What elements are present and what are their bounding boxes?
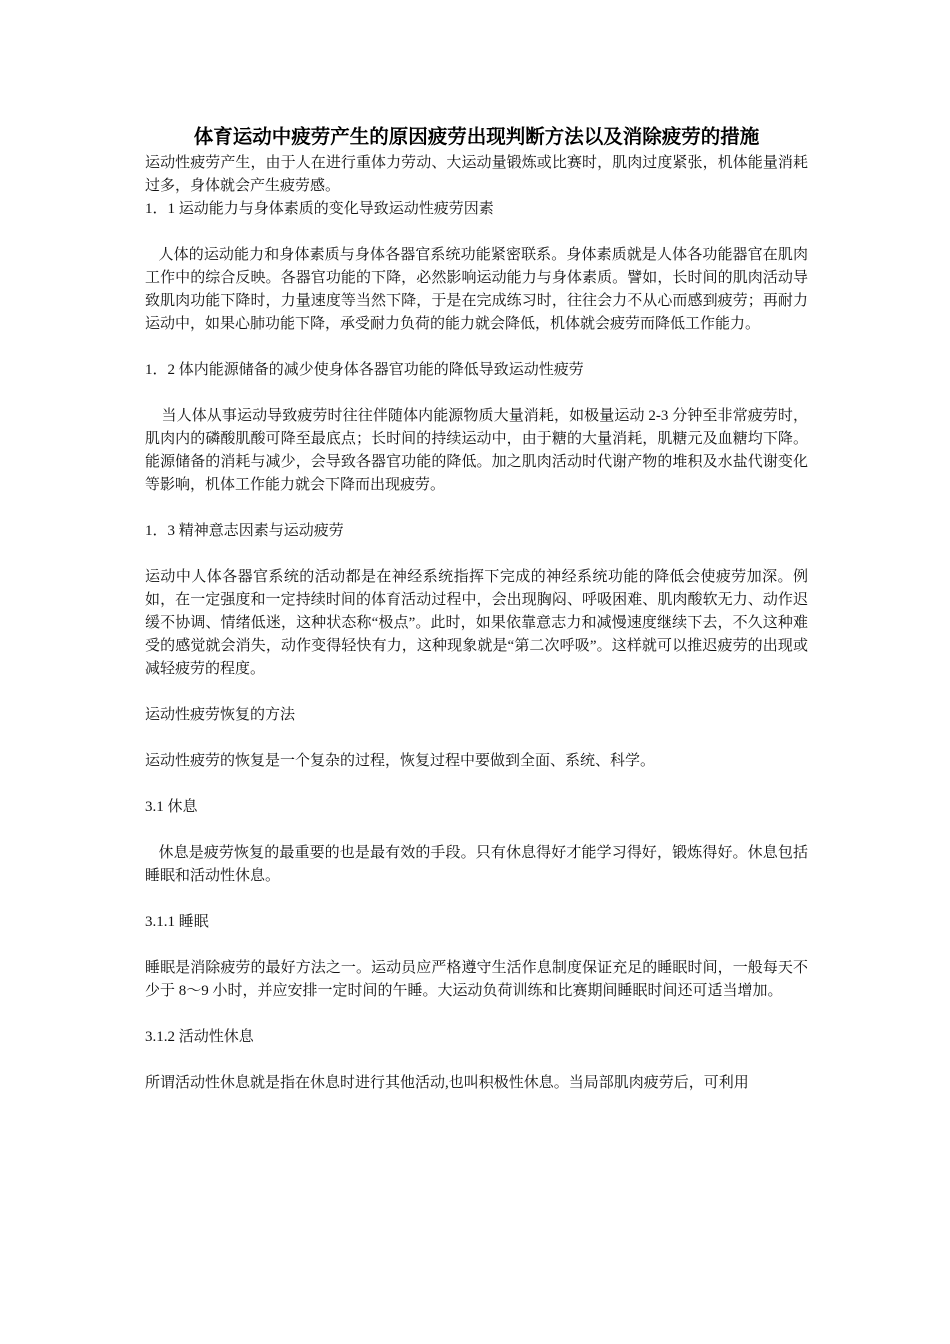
intro-paragraph: 运动性疲劳产生，由于人在进行重体力劳动、大运动量锻炼或比赛时，肌肉过度紧张，机体能量消耗过多，身体就会产生疲劳感。: [145, 155, 808, 194]
paragraph-1-1: 人体的运动能力和身体素质与身体各器官系统功能紧密联系。身体素质就是人体各功能器官在肌肉工作中的综合反映。各器官功能的下降，必然影响运动能力与身体素质。譬如，长时间的肌肉活动导致肌肉功能下降时，力量速度等当然下降，于是在完成练习时，往往会力不从心而感到疲劳；再耐力运动中，如果心肺功能下降，承受耐力负荷的能力就会降低，机体就会疲劳而降低工作能力。: [145, 247, 808, 332]
paragraph-3-1-1: 睡眠是消除疲劳的最好方法之一。运动员应严格遵守生活作息制度保证充足的睡眠时间，一般每天不少于 8～9 小时，并应安排一定时间的午睡。大运动负荷训练和比赛期间睡眠时间还可适当增加。: [145, 960, 808, 999]
section-heading-1-3: 1．3 精神意志因素与运动疲劳: [145, 523, 344, 539]
paragraph-recovery: 运动性疲劳的恢复是一个复杂的过程，恢复过程中要做到全面、系统、科学。: [145, 753, 656, 769]
section-heading-1-1: 1．1 运动能力与身体素质的变化导致运动性疲劳因素: [145, 201, 494, 217]
paragraph-1-2: 当人体从事运动导致疲劳时往往伴随体内能源物质大量消耗，如极量运动 2-3 分钟至非常疲劳时，肌肉内的磷酸肌酸可降至最底点；长时间的持续运动中，由于糖的大量消耗，肌糖元及血糖均下降。能源储备的消耗与减少，会导致各器官功能的降低。加之肌肉活动时代谢产物的堆积及水盐代谢变化等影响，机体工作能力就会下降而出现疲劳。: [145, 408, 808, 493]
section-heading-3-1-1: 3.1.1 睡眠: [145, 914, 209, 930]
section-heading-1-2: 1．2 体内能源储备的减少使身体各器官功能的降低导致运动性疲劳: [145, 362, 584, 378]
paragraph-3-1: 休息是疲劳恢复的最重要的也是最有效的手段。只有休息得好才能学习得好，锻炼得好。休息包括睡眠和活动性休息。: [145, 845, 808, 884]
section-heading-3-1: 3.1 休息: [145, 799, 198, 815]
section-heading-recovery: 运动性疲劳恢复的方法: [145, 707, 296, 723]
paragraph-1-3: 运动中人体各器官系统的活动都是在神经系统指挥下完成的神经系统功能的降低会使疲劳加深。例如，在一定强度和一定持续时间的体育活动过程中，会出现胸闷、呼吸困难、肌肉酸软无力、动作迟缓不协调、情绪低迷，这种状态称“极点”。此时，如果依靠意志力和减慢速度继续下去，不久这种难受的感觉就会消失，动作变得轻快有力，这种现象就是“第二次呼吸”。这样就可以推迟疲劳的出现或减轻疲劳的程度。: [145, 569, 808, 677]
document-title: 体育运动中疲劳产生的原因疲劳出现判断方法以及消除疲劳的措施: [193, 125, 760, 148]
paragraph-3-1-2: 所谓活动性休息就是指在休息时进行其他活动,也叫积极性休息。当局部肌肉疲劳后，可利用: [145, 1075, 749, 1091]
section-heading-3-1-2: 3.1.2 活动性休息: [145, 1029, 254, 1045]
document-body: [145, 122, 808, 1095]
